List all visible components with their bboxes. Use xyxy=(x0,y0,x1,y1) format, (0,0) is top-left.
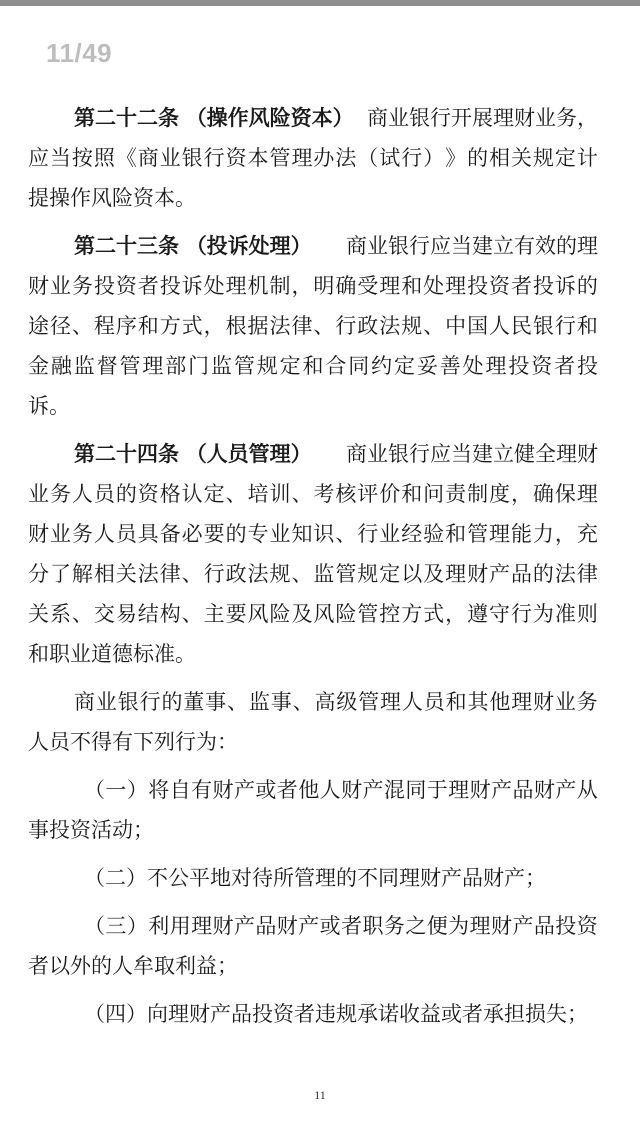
viewer-top-bar xyxy=(0,0,640,6)
prohibition-item-4: （四）向理财产品投资者违规承诺收益或者承担损失； xyxy=(84,1002,588,1026)
prohibition-intro-line-1: 商 业 银 行 的 董 事 、 监 事 、 高 级 管 理 人 员 和 其 他 理 财 业 务 xyxy=(74,690,598,714)
article-24-heading: 第二十四条 xyxy=(74,441,179,466)
article-22-line-1 xyxy=(28,98,598,138)
article-23-line-5: 诉。 xyxy=(28,394,70,418)
article-22-text: 商业银行开展理财业务， xyxy=(367,106,598,130)
prohibition-item-3-line-1: （ 三 ） 利 用 理 财 产 品 财 产 或 者 职 务 之 便 为 理 财 产 品 投 资 xyxy=(84,914,598,938)
article-24-line-4: 分 了 解 相 关 法 律 、 行 政 法 规 、 监 管 规 定 以 及 理 财 产 品 的 法 律 xyxy=(28,562,598,586)
prohibition-item-1-line-2: 事投资活动； xyxy=(28,818,154,842)
article-22-line-2: 应 当 按 照 《 商 业 银 行 资 本 管 理 办 法 （ 试 行 ） 》 的 相 关 规 定 计 xyxy=(28,146,598,170)
article-24-line-1 xyxy=(28,434,598,474)
prohibition-item-3-line-2: 者以外的人牟取利益； xyxy=(28,954,238,978)
article-23-text: 商业银行应当建立有效的理 xyxy=(346,234,598,258)
article-22-line-3: 提操作风险资本。 xyxy=(28,186,196,210)
article-24-line-5: 关 系 、 交 易 结 构 、 主 要 风 险 及 风 险 管 控 方 式 ， 遵 守 行 为 准 则 xyxy=(28,602,598,626)
article-23-line-1 xyxy=(28,226,598,266)
page-counter: 11/49 xyxy=(46,38,113,68)
article-22-heading: 第二十二条 xyxy=(74,105,179,130)
page-number: 11 xyxy=(314,1088,326,1102)
article-23-line-3: 途 径 、 程 序 和 方 式 ， 根 据 法 律 、 行 政 法 规 、 中 国 人 民 银 行 和 xyxy=(28,314,598,338)
article-24-title: （人员管理） xyxy=(185,441,312,466)
prohibition-intro-line-2: 人员不得有下列行为： xyxy=(28,730,238,754)
article-24-line-3: 财 业 务 人 员 具 备 必 要 的 专 业 知 识 、 行 业 经 验 和 管 理 能 力 ， 充 xyxy=(28,522,598,546)
prohibition-item-2: （二）不公平地对待所管理的不同理财产品财产； xyxy=(84,866,546,890)
article-24-line-2: 业 务 人 员 的 资 格 认 定 、 培 训 、 考 核 评 价 和 问 责 制 度 ， 确 保 理 xyxy=(28,482,598,506)
article-24-line-6: 和职业道德标准。 xyxy=(28,642,196,666)
article-22-title: （操作风险资本） xyxy=(185,105,354,130)
article-23-line-2: 财 业 务 投 资 者 投 诉 处 理 机 制 ， 明 确 受 理 和 处 理 投 资 者 投 诉 的 xyxy=(28,274,598,298)
prohibition-item-1-line-1: （ 一 ） 将 自 有 财 产 或 者 他 人 财 产 混 同 于 理 财 产 品 财 产 从 xyxy=(84,778,598,802)
article-23-heading: 第二十三条 xyxy=(74,233,179,258)
article-24-text: 商业银行应当建立健全理财 xyxy=(346,442,598,466)
article-23-title: （投诉处理） xyxy=(185,233,312,258)
article-23-line-4: 金 融 监 督 管 理 部 门 监 管 规 定 和 合 同 约 定 妥 善 处 理 投 资 者 投 xyxy=(28,354,598,378)
document-body xyxy=(28,98,598,1034)
